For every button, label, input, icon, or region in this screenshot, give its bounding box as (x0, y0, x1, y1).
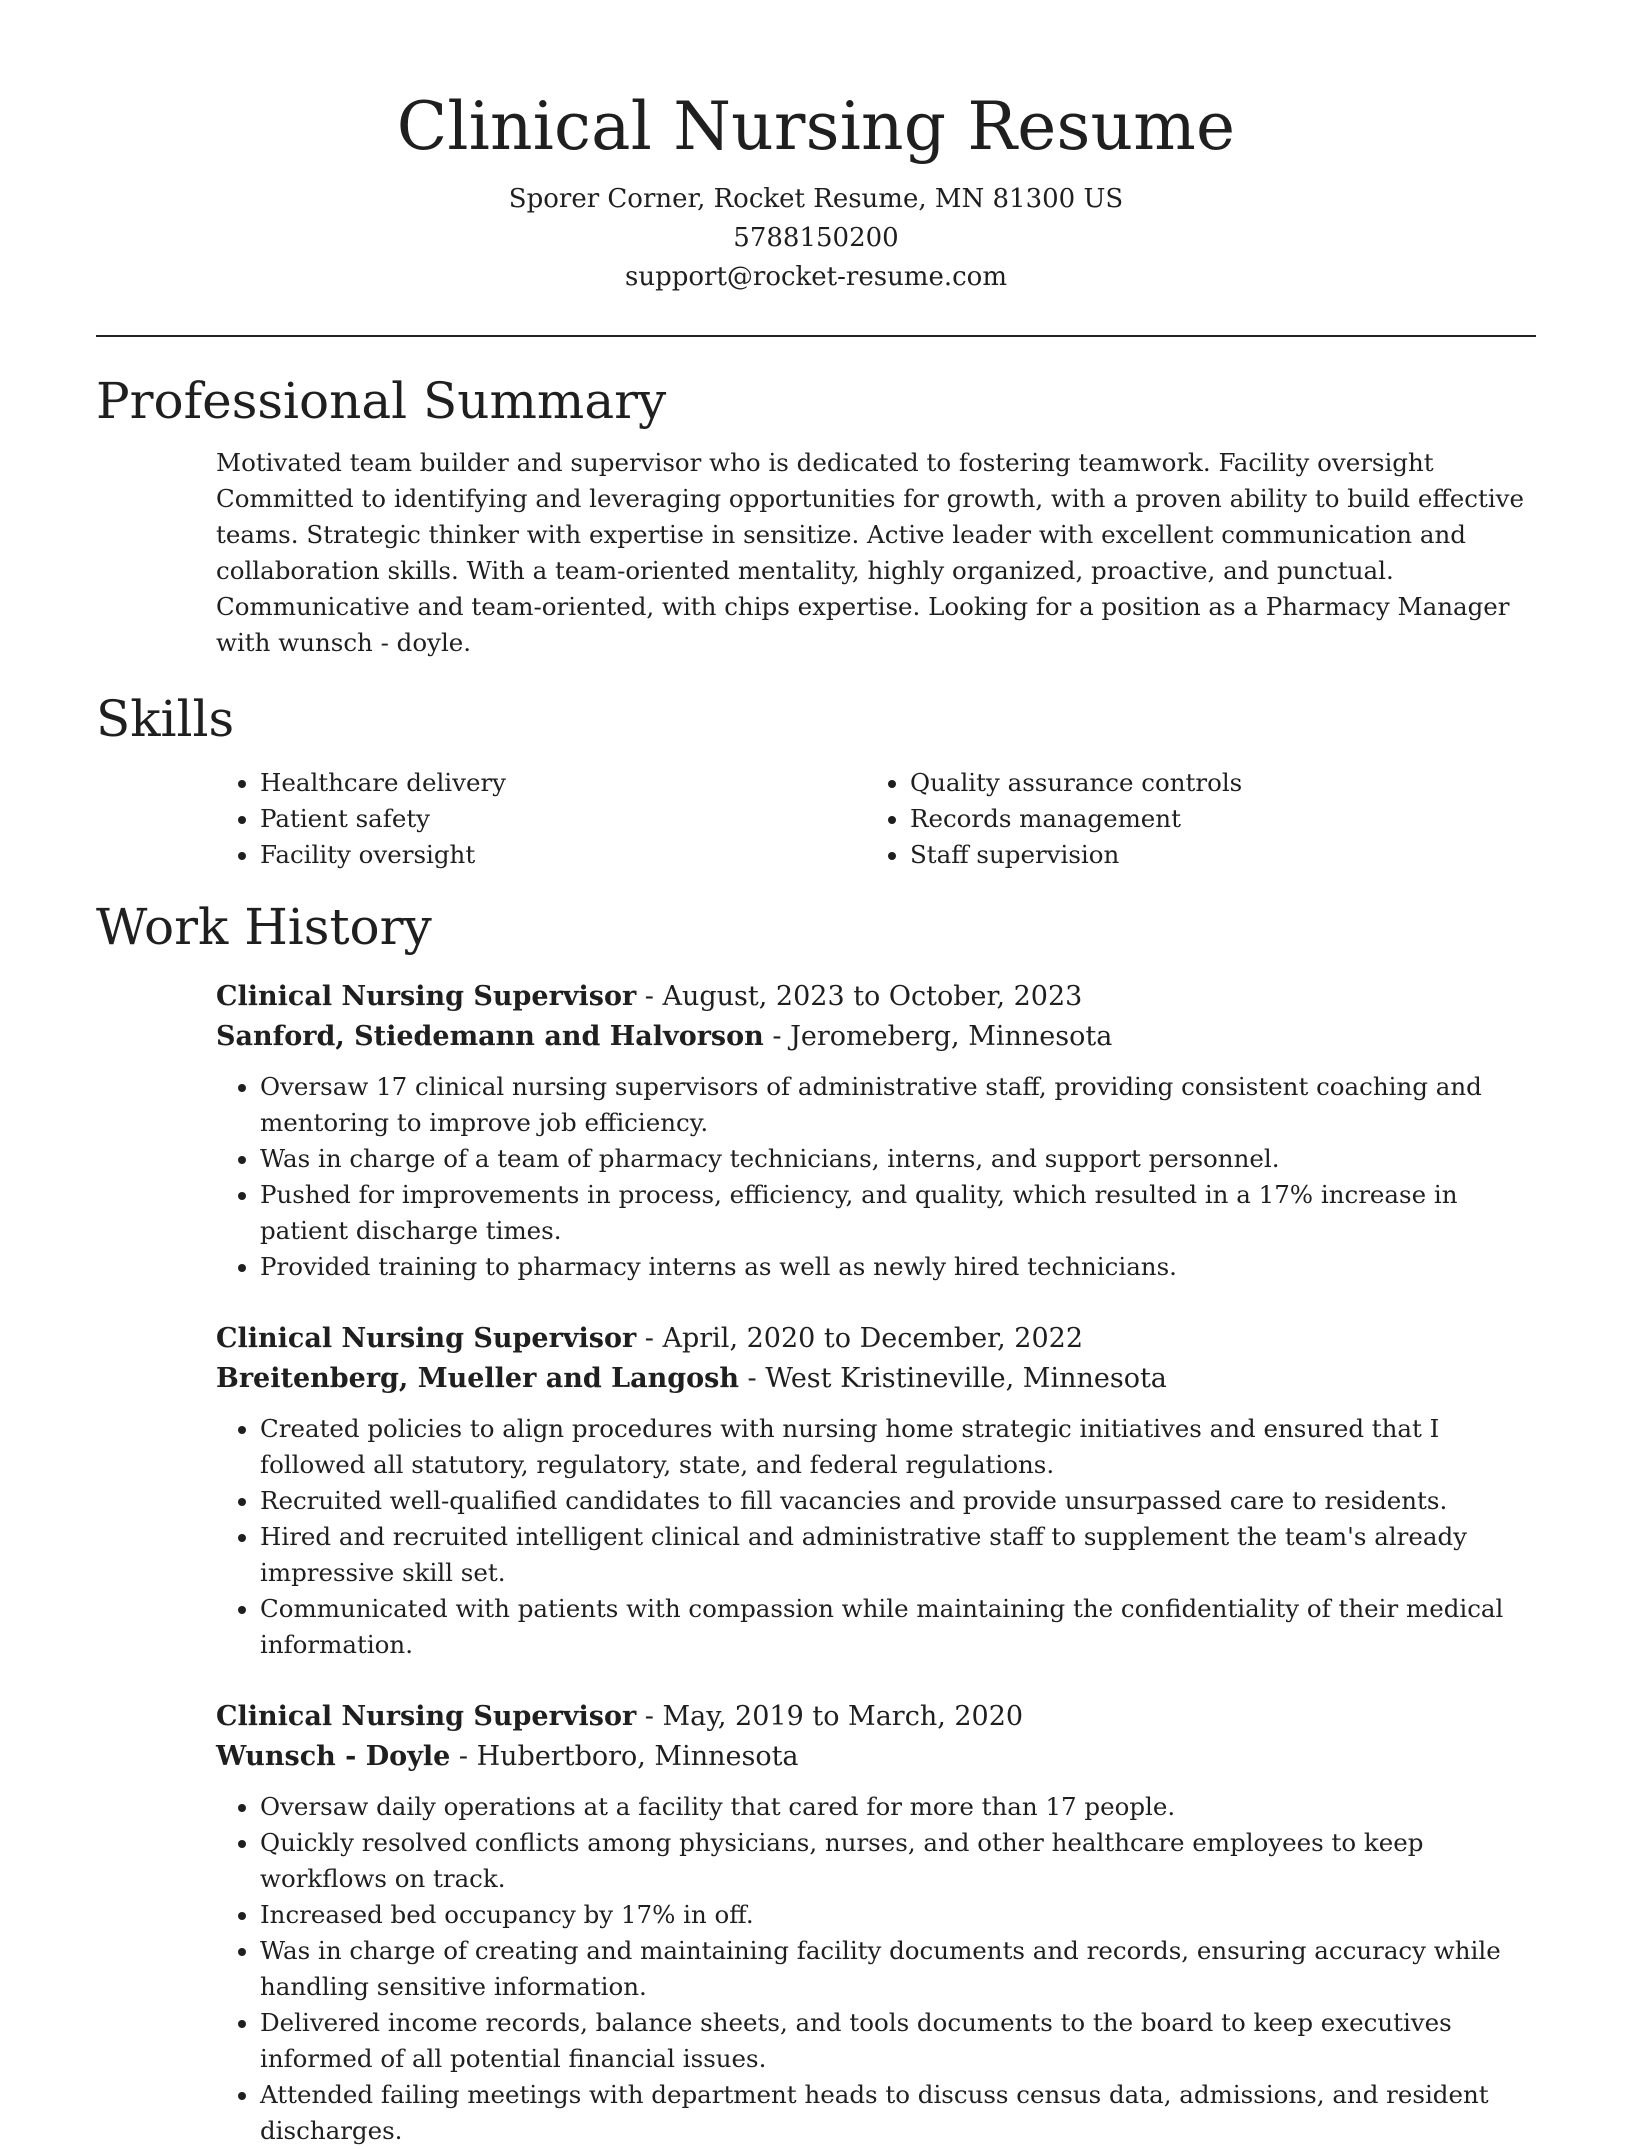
professional-summary-section (96, 369, 1536, 661)
section-title-summary: Professional Summary (96, 372, 667, 430)
contact-info (96, 180, 1536, 297)
job-bullet: • Delivered income records, balance sheets, and tools documents to the board to keep executives informed of all potential financial issues. (260, 2005, 1536, 2077)
job-title: Clinical Nursing Supervisor (216, 1701, 637, 1732)
job-entry (216, 1319, 1536, 1663)
job-entry (216, 977, 1536, 1285)
job-dates: April, 2020 to December, 2022 (662, 1323, 1084, 1354)
contact-email: support@rocket-resume.com (624, 262, 1007, 292)
section-title-work: Work History (96, 898, 432, 956)
resume-header (96, 0, 1536, 297)
skills-list-right (866, 765, 1536, 873)
skill-item: • Patient safety (260, 801, 866, 837)
job-location: Hubertboro, Minnesota (476, 1741, 799, 1772)
job-employer: Breitenberg, Mueller and Langosh - West Kristineville, Minnesota (216, 1363, 1167, 1394)
job-bullet: • Created policies to align procedures with nursing home strategic initiatives and ensured that I followed all statutory, regulatory, state, and federal regulations. (260, 1411, 1536, 1483)
job-company: Breitenberg, Mueller and Langosh (216, 1363, 739, 1394)
resume-title: Clinical Nursing Resume (396, 88, 1236, 165)
job-bullets (216, 1789, 1536, 2149)
work-history-section (96, 895, 1536, 2149)
job-heading: Clinical Nursing Supervisor - April, 2020 to December, 2022 (216, 1323, 1084, 1354)
contact-phone: 5788150200 (733, 223, 899, 253)
job-location: Jeromeberg, Minnesota (790, 1021, 1113, 1052)
job-dates: August, 2023 to October, 2023 (662, 981, 1083, 1012)
job-bullet: • Quickly resolved conflicts among physicians, nurses, and other healthcare employees to keep workflows on track. (260, 1825, 1536, 1897)
skills-list-left (216, 765, 866, 873)
job-bullet: • Hired and recruited intelligent clinical and administrative staff to supplement the team's already impressive skill set. (260, 1519, 1536, 1591)
job-bullet: • Attended failing meetings with department heads to discuss census data, admissions, and resident discharges. (260, 2077, 1536, 2149)
job-bullet: • Communicated with patients with compassion while maintaining the confidentiality of their medical information. (260, 1591, 1536, 1663)
job-employer: Wunsch - Doyle - Hubertboro, Minnesota (216, 1741, 799, 1772)
job-bullet: • Oversaw 17 clinical nursing supervisors of administrative staff, providing consistent coaching and mentoring to improve job efficiency. (260, 1069, 1536, 1141)
skill-item: • Quality assurance controls (910, 765, 1536, 801)
job-bullet: • Recruited well-qualified candidates to fill vacancies and provide unsurpassed care to residents. (260, 1483, 1536, 1519)
skill-item: • Facility oversight (260, 837, 866, 873)
skill-item: • Healthcare delivery (260, 765, 866, 801)
job-bullet: • Was in charge of a team of pharmacy technicians, interns, and support personnel. (260, 1141, 1536, 1177)
contact-address: Sporer Corner, Rocket Resume, MN 81300 US (508, 184, 1124, 214)
job-employer: Sanford, Stiedemann and Halvorson - Jeromeberg, Minnesota (216, 1021, 1113, 1052)
section-title-skills: Skills (96, 690, 235, 748)
skill-item: • Records management (910, 801, 1536, 837)
job-entry (216, 1697, 1536, 2149)
job-title: Clinical Nursing Supervisor (216, 1323, 637, 1354)
job-bullet: • Pushed for improvements in process, efficiency, and quality, which resulted in a 17% increase in patient discharge times. (260, 1177, 1536, 1249)
job-dates: May, 2019 to March, 2020 (662, 1701, 1024, 1732)
job-bullet: • Increased bed occupancy by 17% in off. (260, 1897, 1536, 1933)
job-heading: Clinical Nursing Supervisor - August, 2023 to October, 2023 (216, 981, 1083, 1012)
job-bullet: • Was in charge of creating and maintaining facility documents and records, ensuring accuracy while handling sensitive information. (260, 1933, 1536, 2005)
job-bullets (216, 1069, 1536, 1285)
job-bullet: • Oversaw daily operations at a facility that cared for more than 17 people. (260, 1789, 1536, 1825)
skills-grid (216, 765, 1536, 873)
summary-text: Motivated team builder and supervisor who is dedicated to fostering teamwork. Facility oversight Committed to identifying and leveraging opportunities for growth, with a proven ability to build effective teams. Strategic thinker with expertise in sensitize. Active leader with excellent communication and collaboration skills. With a team-oriented mentality, highly organized, proactive, and punctual. Communicative and team-oriented, with chips expertise. Looking for a position as a Pharmacy Manager with wunsch - doyle. (216, 448, 1524, 657)
job-title: Clinical Nursing Supervisor (216, 981, 637, 1012)
header-divider (96, 335, 1536, 337)
skills-section (96, 687, 1536, 873)
job-company: Wunsch - Doyle (216, 1741, 451, 1772)
job-company: Sanford, Stiedemann and Halvorson (216, 1021, 764, 1052)
job-location: West Kristineville, Minnesota (765, 1363, 1167, 1394)
job-bullet: • Provided training to pharmacy interns as well as newly hired technicians. (260, 1249, 1536, 1285)
job-bullets (216, 1411, 1536, 1663)
job-heading: Clinical Nursing Supervisor - May, 2019 to March, 2020 (216, 1701, 1024, 1732)
skill-item: • Staff supervision (910, 837, 1536, 873)
